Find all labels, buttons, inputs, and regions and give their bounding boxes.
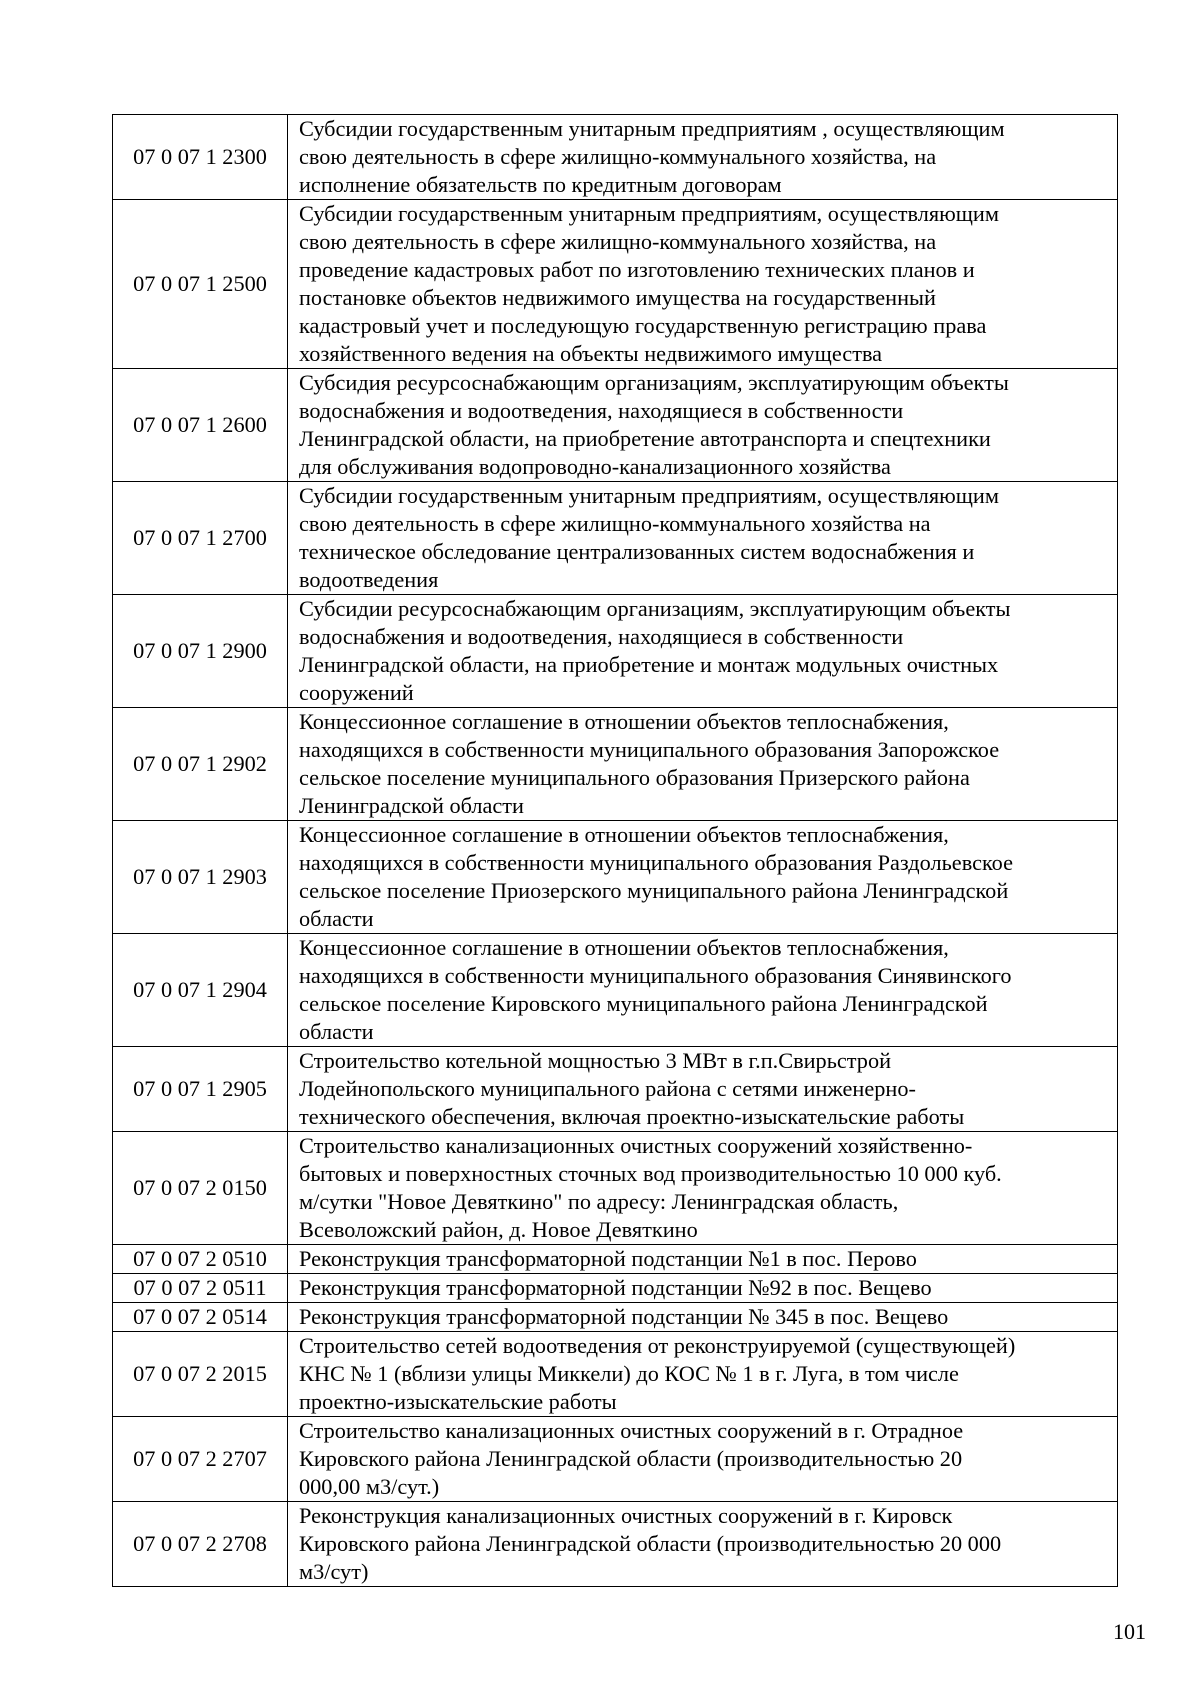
- table-row: [113, 934, 1118, 1047]
- description-line: Субсидии государственным унитарным предприятиям, осуществляющим: [299, 483, 999, 508]
- table-row: [113, 369, 1118, 482]
- description-line: техническое обследование централизованных систем водоснабжения и: [299, 539, 975, 564]
- description-line: Концессионное соглашение в отношении объектов теплоснабжения,: [299, 935, 949, 960]
- description-cell: [288, 115, 1118, 200]
- description-line: находящихся в собственности муниципального образования Синявинского: [299, 963, 1012, 988]
- table-row: [113, 1274, 1118, 1303]
- description-line: сельское поселение Приозерского муниципального района Ленинградской: [299, 878, 1009, 903]
- description-line: находящихся в собственности муниципального образования Запорожское: [299, 737, 1000, 762]
- description-cell: [288, 1245, 1118, 1274]
- description-cell: [288, 369, 1118, 482]
- description-line: исполнение обязательств по кредитным договорам: [299, 172, 782, 197]
- budget-code-cell: 07 0 07 1 2500: [113, 200, 288, 369]
- description-line: хозяйственного ведения на объекты недвижимого имущества: [299, 341, 883, 366]
- description-cell: [288, 1303, 1118, 1332]
- budget-code-cell: 07 0 07 2 2015: [113, 1332, 288, 1417]
- description-line: свою деятельность в сфере жилищно-коммунального хозяйства, на: [299, 144, 937, 169]
- description-cell: [288, 708, 1118, 821]
- page-number: 101: [1113, 1619, 1146, 1644]
- table-row: [113, 482, 1118, 595]
- budget-code-cell: 07 0 07 2 2707: [113, 1417, 288, 1502]
- description-line: сельское поселение муниципального образования Призерского района: [299, 765, 970, 790]
- description-cell: [288, 1132, 1118, 1245]
- description-line: проведение кадастровых работ по изготовлению технических планов и: [299, 257, 975, 282]
- table-row: [113, 595, 1118, 708]
- table-row: [113, 1047, 1118, 1132]
- description-line: Строительство канализационных очистных сооружений в г. Отрадное: [299, 1418, 964, 1443]
- budget-code-cell: 07 0 07 1 2300: [113, 115, 288, 200]
- description-line: бытовых и поверхностных сточных вод производительностью 10 000 куб.: [299, 1161, 1002, 1186]
- description-line: Ленинградской области, на приобретение и монтаж модульных очистных: [299, 652, 999, 677]
- budget-code-cell: 07 0 07 1 2903: [113, 821, 288, 934]
- description-line: КНС № 1 (вблизи улицы Миккели) до КОС № 1 в г. Луга, в том числе: [299, 1361, 959, 1386]
- description-line: Строительство котельной мощностью 3 МВт в г.п.Свирьстрой: [299, 1048, 892, 1073]
- description-line: Ленинградской области: [299, 793, 524, 818]
- budget-code-cell: 07 0 07 2 2708: [113, 1502, 288, 1587]
- description-cell: [288, 934, 1118, 1047]
- table-row: [113, 821, 1118, 934]
- budget-code-cell: 07 0 07 1 2700: [113, 482, 288, 595]
- description-line: области: [299, 906, 374, 931]
- table-row: [113, 1332, 1118, 1417]
- description-line: Реконструкция канализационных очистных сооружений в г. Кировск: [299, 1503, 953, 1528]
- table-row: [113, 708, 1118, 821]
- table-row: [113, 1303, 1118, 1332]
- description-cell: [288, 1502, 1118, 1587]
- table-body: [113, 115, 1118, 1587]
- description-line: м/сутки "Новое Девяткино" по адресу: Ленинградская область,: [299, 1189, 899, 1214]
- description-line: свою деятельность в сфере жилищно-коммунального хозяйства, на: [299, 229, 937, 254]
- budget-code-cell: 07 0 07 1 2600: [113, 369, 288, 482]
- description-line: Кировского района Ленинградской области (производительностью 20 000: [299, 1531, 1002, 1556]
- table-row: [113, 115, 1118, 200]
- description-cell: [288, 1417, 1118, 1502]
- description-line: Субсидия ресурсоснабжающим организациям, эксплуатирующим объекты: [299, 370, 1009, 395]
- description-cell: [288, 821, 1118, 934]
- budget-code-cell: 07 0 07 1 2902: [113, 708, 288, 821]
- description-line: Всеволожский район, д. Новое Девяткино: [299, 1217, 698, 1242]
- description-line: Реконструкция трансформаторной подстанции № 345 в пос. Вещево: [299, 1304, 949, 1329]
- description-line: Строительство сетей водоотведения от реконструируемой (существующей): [299, 1333, 1016, 1358]
- description-line: сооружений: [299, 680, 414, 705]
- description-line: водоснабжения и водоотведения, находящиеся в собственности: [299, 624, 904, 649]
- description-line: м3/сут): [299, 1559, 369, 1584]
- table-row: [113, 1417, 1118, 1502]
- description-line: Реконструкция трансформаторной подстанции №92 в пос. Вещево: [299, 1275, 932, 1300]
- table-row: [113, 1132, 1118, 1245]
- budget-code-cell: 07 0 07 2 0510: [113, 1245, 288, 1274]
- budget-code-cell: 07 0 07 1 2900: [113, 595, 288, 708]
- description-line: водоотведения: [299, 567, 439, 592]
- budget-code-cell: 07 0 07 1 2904: [113, 934, 288, 1047]
- table-row: [113, 1502, 1118, 1587]
- budget-code-cell: 07 0 07 2 0514: [113, 1303, 288, 1332]
- description-line: сельское поселение Кировского муниципального района Ленинградской: [299, 991, 988, 1016]
- description-line: проектно-изыскательские работы: [299, 1389, 617, 1414]
- description-cell: [288, 1047, 1118, 1132]
- budget-code-cell: 07 0 07 2 0150: [113, 1132, 288, 1245]
- table-row: [113, 200, 1118, 369]
- description-line: Субсидии государственным унитарным предприятиям, осуществляющим: [299, 201, 999, 226]
- description-line: 000,00 м3/сут.): [299, 1474, 440, 1499]
- budget-code-cell: 07 0 07 2 0511: [113, 1274, 288, 1303]
- description-cell: [288, 1274, 1118, 1303]
- description-line: Лодейнопольского муниципального района с сетями инженерно-: [299, 1076, 916, 1101]
- description-cell: [288, 595, 1118, 708]
- description-cell: [288, 482, 1118, 595]
- description-line: водоснабжения и водоотведения, находящиеся в собственности: [299, 398, 904, 423]
- budget-codes-table: [112, 114, 1118, 1587]
- description-line: Концессионное соглашение в отношении объектов теплоснабжения,: [299, 709, 949, 734]
- description-cell: [288, 200, 1118, 369]
- description-line: технического обеспечения, включая проектно-изыскательские работы: [299, 1104, 965, 1129]
- description-line: Концессионное соглашение в отношении объектов теплоснабжения,: [299, 822, 949, 847]
- description-line: находящихся в собственности муниципального образования Раздольевское: [299, 850, 1014, 875]
- description-line: Реконструкция трансформаторной подстанции №1 в пос. Перово: [299, 1246, 917, 1271]
- description-line: постановке объектов недвижимого имущества на государственный: [299, 285, 936, 310]
- description-line: Строительство канализационных очистных сооружений хозяйственно-: [299, 1133, 973, 1158]
- description-line: для обслуживания водопроводно-канализационного хозяйства: [299, 454, 891, 479]
- description-line: кадастровый учет и последующую государственную регистрацию права: [299, 313, 987, 338]
- description-line: Ленинградской области, на приобретение автотранспорта и спецтехники: [299, 426, 991, 451]
- description-line: свою деятельность в сфере жилищно-коммунального хозяйства на: [299, 511, 931, 536]
- description-line: области: [299, 1019, 374, 1044]
- budget-code-cell: 07 0 07 1 2905: [113, 1047, 288, 1132]
- table-row: [113, 1245, 1118, 1274]
- description-cell: [288, 1332, 1118, 1417]
- description-line: Субсидии государственным унитарным предприятиям , осуществляющим: [299, 116, 1005, 141]
- description-line: Кировского района Ленинградской области (производительностью 20: [299, 1446, 963, 1471]
- description-line: Субсидии ресурсоснабжающим организациям, эксплуатирующим объекты: [299, 596, 1011, 621]
